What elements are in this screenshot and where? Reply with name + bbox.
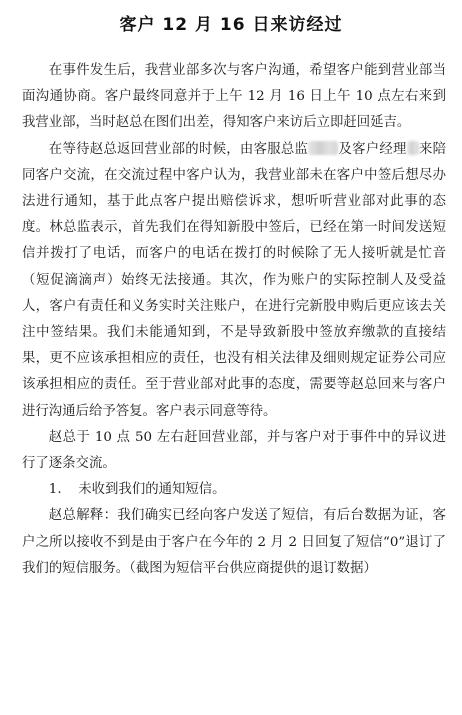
- document-body: [22, 58, 446, 582]
- paragraph-text-part-2: 及客户经理: [338, 141, 407, 157]
- document-title: 客户 12 月 16 日来访经过: [119, 15, 343, 35]
- list-item-number: 1.: [48, 482, 62, 498]
- paragraph-zhao-return: 赵总于 10 点 50 左右赶回营业部，并与客户对于事件中的异议进行了逐条交流。: [22, 429, 446, 472]
- paragraph-zhao-explanation: 赵总解释：我们确实已经向客户发送了短信，有后台数据为证，客户之所以接收不到是由于客户在今年的 2 月 2 日回复了短信“0”退订了我们的短信服务。（截图为短信平台供应商提供的退订数据）: [22, 508, 446, 576]
- list-item-text: 未收到我们的通知短信。: [78, 482, 226, 498]
- paragraph-text-part-3: 来陪同客户交流，在交流过程中客户认为，我营业部未在客户中签后想尽办法进行通知，基于此点客户提出赔偿诉求，想听听营业部对此事的态度。林总监表示，首先我们在得知新股中签后，已经在第一时间发送短信并拨打了电话，而客户的电话在拨打的时候除了无人接听就是忙音（短促滴滴声）始终无法接通。其次，作为账户的实际控制人及受益人，客户有责任和义务实时关注账户，在进行完新股申购后更应该去关注中签结果。我们未能通知到，不是导致新股中签放弃缴款的直接结果，更不应该承担相应的责任，也没有相关法律及细则规定证券公司应该承担相应的责任。至于营业部对此事的态度，需要等赵总回来与客户进行沟通后给予答复。客户表示同意等待。: [22, 141, 447, 419]
- paragraph-waiting-discussion: [22, 137, 446, 425]
- list-item: [22, 477, 446, 503]
- paragraph-event-followup: 在事件发生后，我营业部多次与客户沟通，希望客户能到营业部当面沟通协商。客户最终同意并于上午 12 月 16 日上午 10 点左右来到我营业部，当时赵总在图们出差，得知客户来访后立即赶回延吉。: [22, 63, 446, 131]
- redacted-name: [308, 141, 338, 155]
- paragraph-text-part-1: 在等待赵总返回营业部的时候，由客服总监: [48, 141, 309, 157]
- redacted-name: [407, 141, 419, 155]
